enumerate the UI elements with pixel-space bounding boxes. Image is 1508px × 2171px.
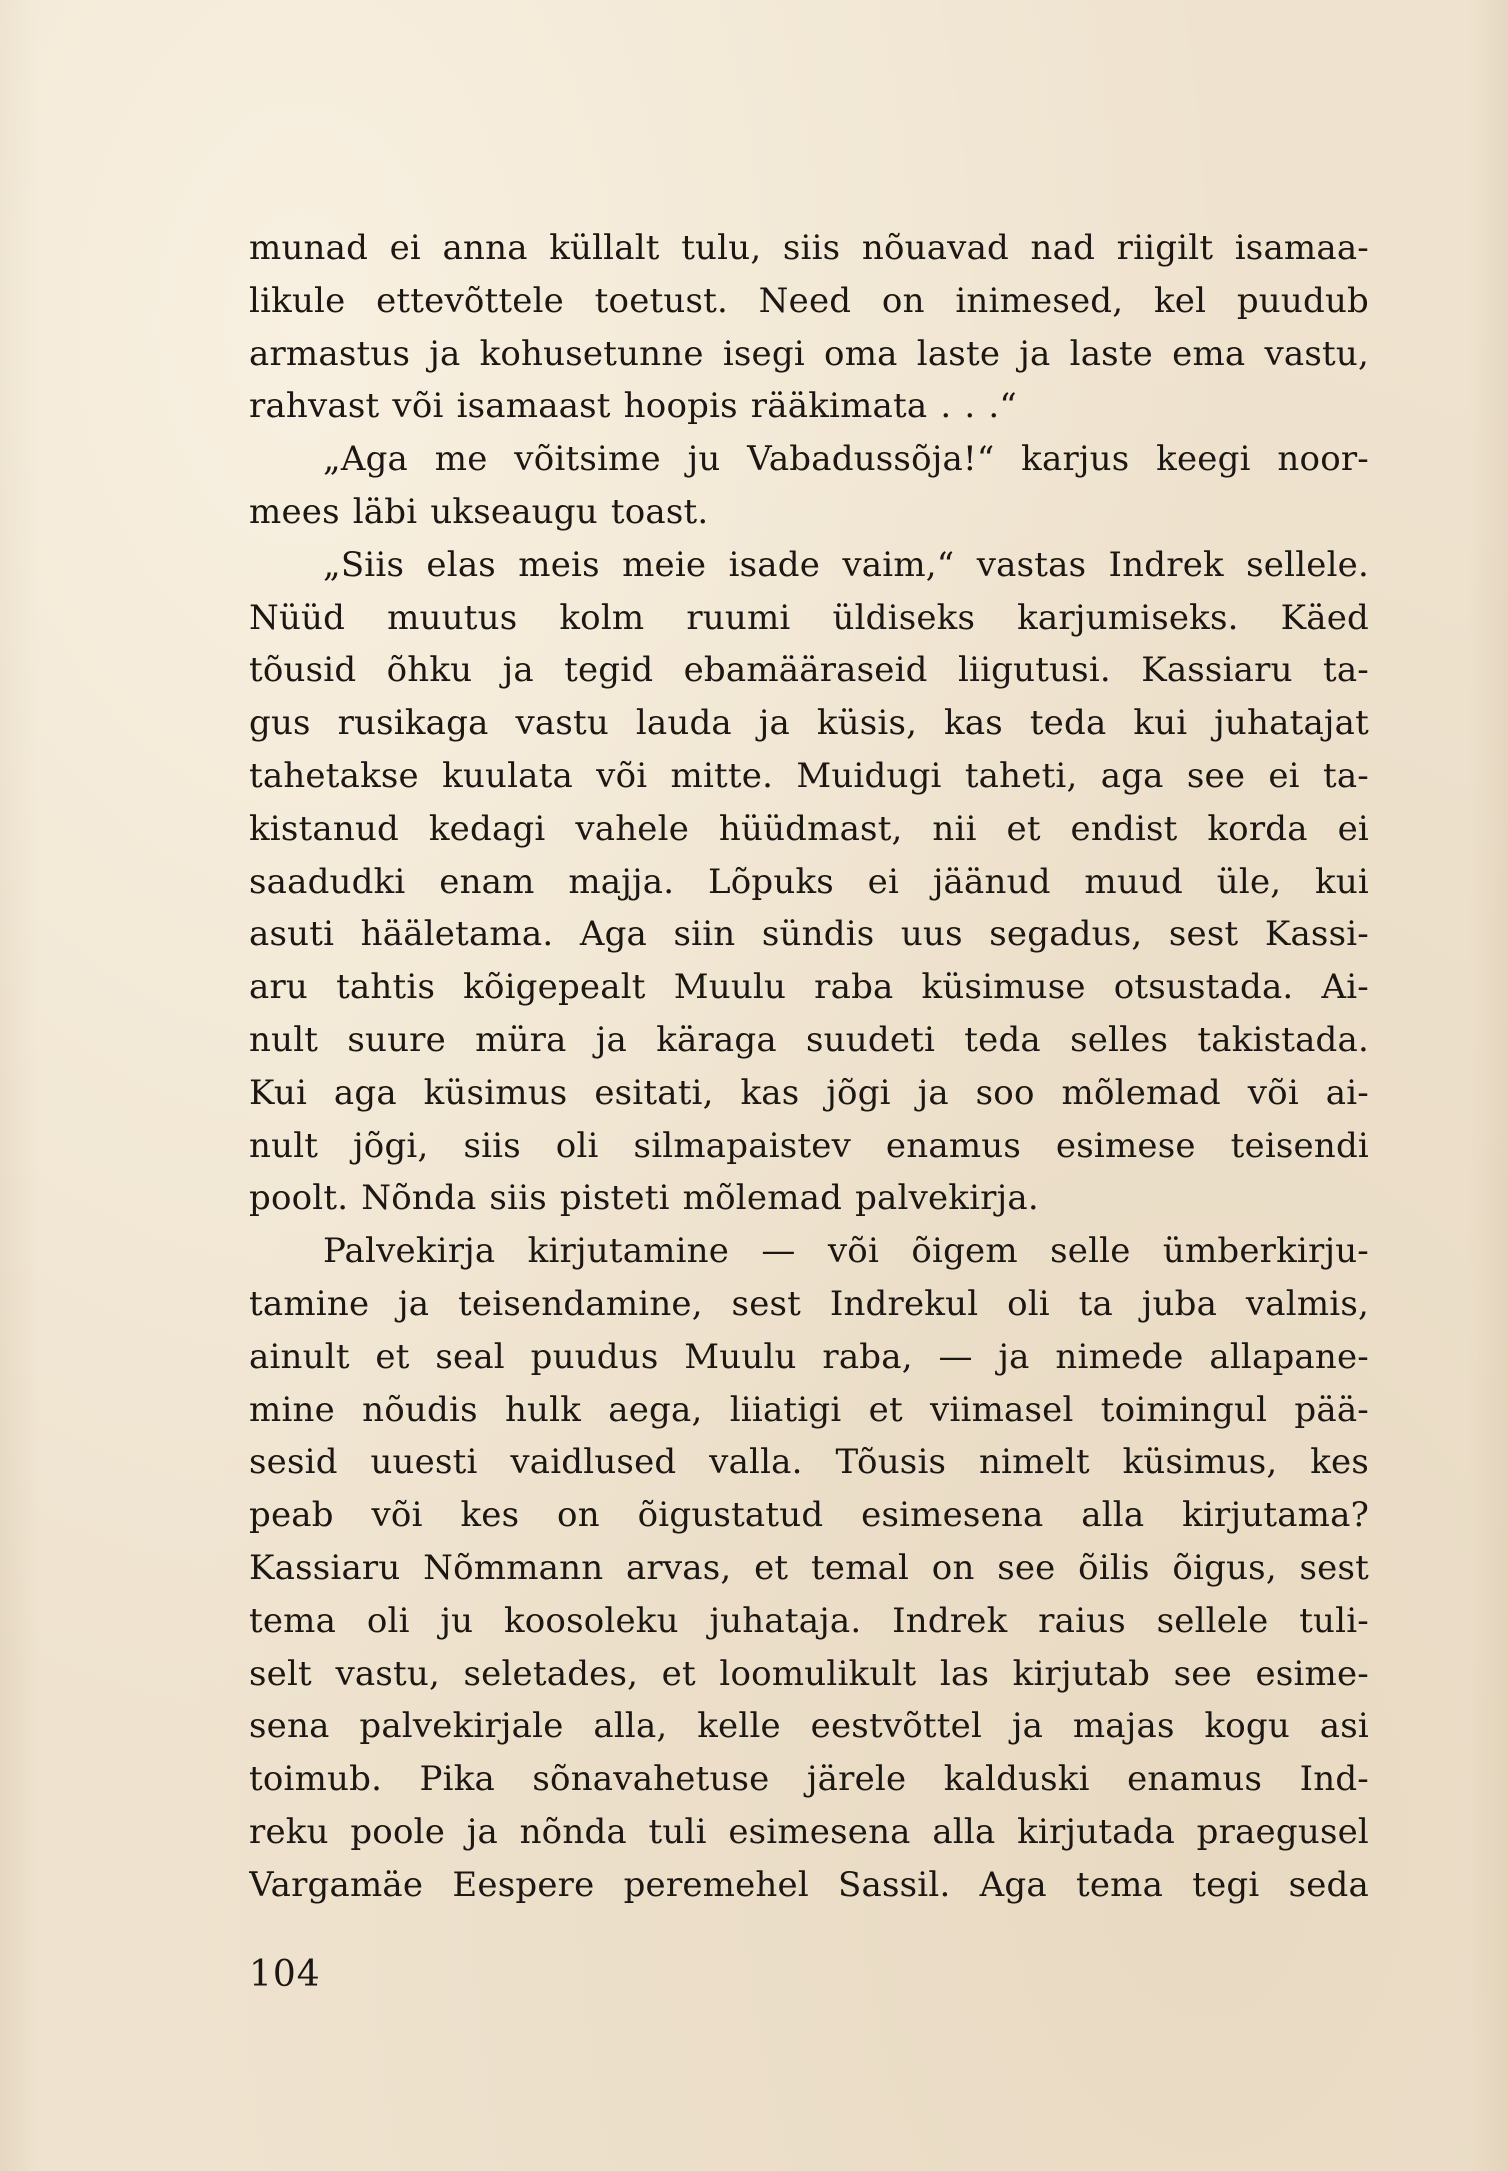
text-line: peab või kes on õigustatud esimesena alla kirjutama? xyxy=(249,1495,1369,1536)
text-line: rahvast või isamaast hoopis rääkimata . . .“ xyxy=(249,386,1017,427)
text-line: sena palvekirjale alla, kelle eestvõttel ja majas kogu asi xyxy=(249,1706,1369,1747)
text-line: tõusid õhku ja tegid ebamääraseid liigutusi. Kassiaru ta- xyxy=(249,650,1369,691)
text-line: asuti hääletama. Aga siin sündis uus segadus, sest Kassi- xyxy=(249,914,1369,955)
text-line: „Aga me võitsime ju Vabadussõja!“ karjus keegi noor- xyxy=(323,439,1369,480)
text-line: Kui aga küsimus esitati, kas jõgi ja soo mõlemad või ai- xyxy=(249,1072,1369,1113)
text-line: Palvekirja kirjutamine — või õigem selle ümberkirju- xyxy=(323,1231,1369,1272)
text-line: munad ei anna küllalt tulu, siis nõuavad nad riigilt isamaa- xyxy=(249,228,1369,268)
text-line: sesid uuesti vaidlused valla. Tõusis nimelt küsimus, kes xyxy=(249,1442,1369,1483)
text-line: tema oli ju koosoleku juhataja. Indrek raius sellele tuli- xyxy=(249,1600,1369,1641)
text-line: tamine ja teisendamine, sest Indrekul oli ta juba valmis, xyxy=(249,1283,1369,1324)
text-line: „Siis elas meis meie isade vaim,“ vastas Indrek sellele. xyxy=(323,544,1369,585)
text-line: kistanud kedagi vahele hüüdmast, nii et endist korda ei xyxy=(249,808,1369,849)
text-line: Kassiaru Nõmmann arvas, et temal on see õilis õigus, sest xyxy=(249,1547,1369,1588)
text-line: saadudki enam majja. Lõpuks ei jäänud muud üle, kui xyxy=(249,861,1369,902)
text-line: selt vastu, seletades, et loomulikult las kirjutab see esime- xyxy=(249,1653,1369,1694)
text-line: mine nõudis hulk aega, liiatigi et viimasel toimingul pää- xyxy=(249,1389,1369,1430)
text-line: nult jõgi, siis oli silmapaistev enamus esimese teisendi xyxy=(249,1125,1369,1166)
text-line: armastus ja kohusetunne isegi oma laste ja laste ema vastu, xyxy=(249,333,1369,374)
text-line: Vargamäe Eespere peremehel Sassil. Aga tema tegi seda xyxy=(249,1864,1369,1905)
text-line: Nüüd muutus kolm ruumi üldiseks karjumiseks. Käed xyxy=(249,597,1369,638)
text-line: tahetakse kuulata või mitte. Muidugi taheti, aga see ei ta- xyxy=(249,755,1369,796)
text-line: mees läbi ukseaugu toast. xyxy=(249,491,709,532)
page-number: 104 xyxy=(249,1954,321,1995)
body-text xyxy=(249,222,1369,1912)
text-line: aru tahtis kõigepealt Muulu raba küsimuse otsustada. Ai- xyxy=(249,967,1369,1008)
text-line: gus rusikaga vastu lauda ja küsis, kas teda kui juhatajat xyxy=(249,703,1369,744)
text-line: reku poole ja nõnda tuli esimesena alla kirjutada praegusel xyxy=(249,1811,1369,1852)
text-line: toimub. Pika sõnavahetuse järele kalduski enamus Ind- xyxy=(249,1759,1369,1800)
text-line: ainult et seal puudus Muulu raba, — ja nimede allapane- xyxy=(249,1336,1369,1377)
text-line: likule ettevõttele toetust. Need on inimesed, kel puudub xyxy=(249,280,1369,321)
text-line: poolt. Nõnda siis pisteti mõlemad palvekirja. xyxy=(249,1178,1039,1219)
text-line: nult suure müra ja käraga suudeti teda selles takistada. xyxy=(249,1019,1369,1060)
